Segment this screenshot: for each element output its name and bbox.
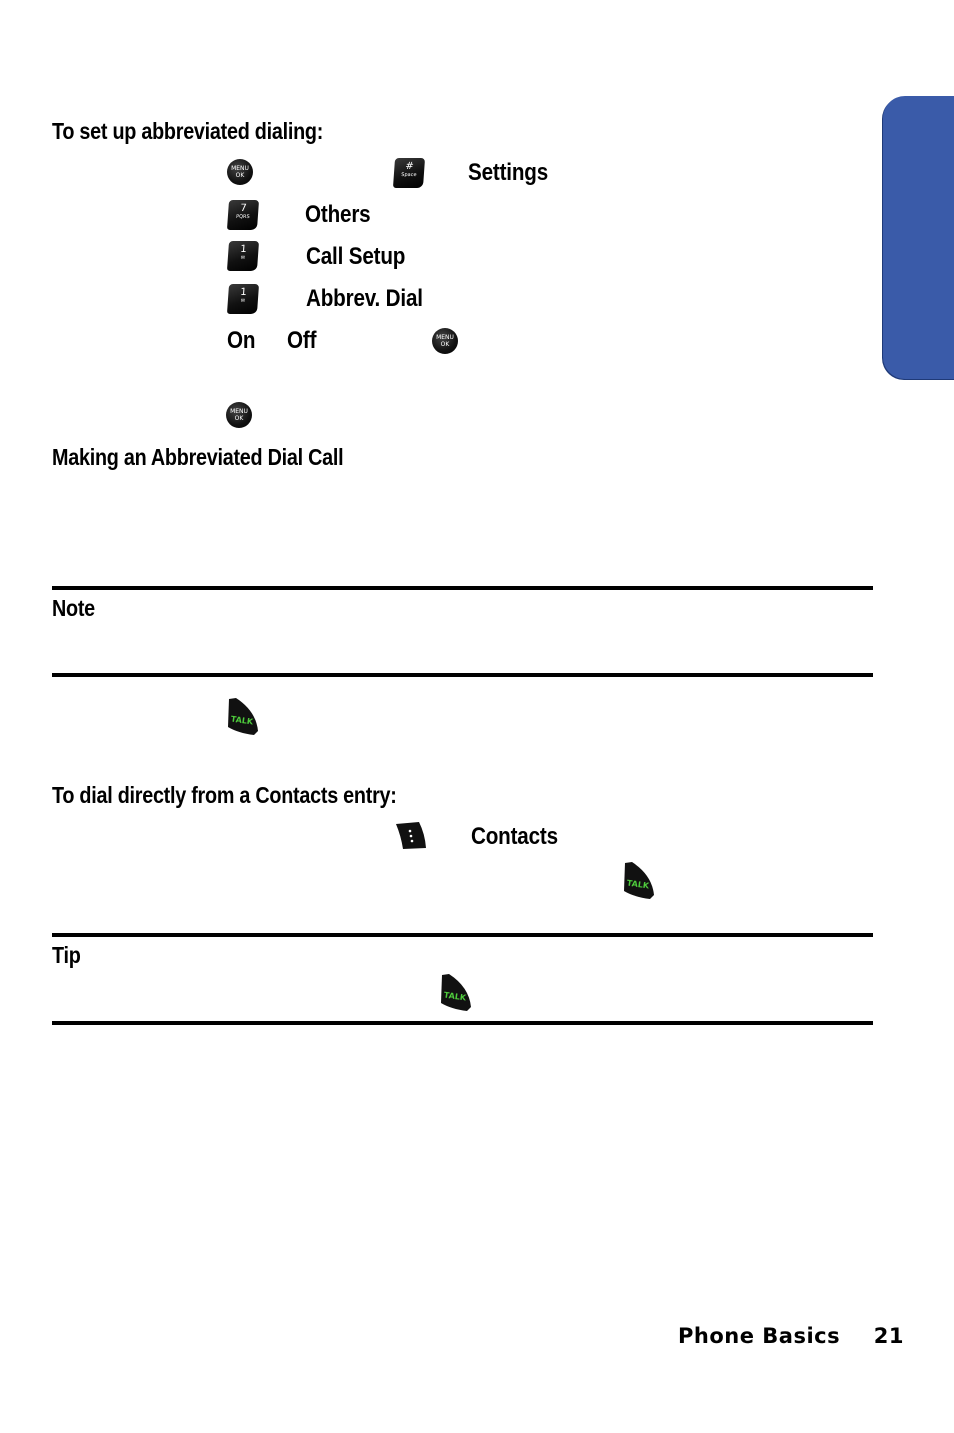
footer <box>678 1324 904 1348</box>
abbrev-dial-menu-label: Abbrev. Dial <box>306 285 423 312</box>
talk-key-icon <box>226 697 260 735</box>
page-number: 21 <box>873 1324 904 1348</box>
tip-top-rule <box>52 933 873 937</box>
svg-text:TALK: TALK <box>230 714 254 727</box>
others-menu-label: Others <box>305 201 371 228</box>
right-softkey-icon <box>395 822 427 850</box>
menu-ok-key-icon: MENU OK <box>227 159 253 185</box>
call-setup-menu-label: Call Setup <box>306 243 406 270</box>
seven-key-icon: 7 PQRS <box>227 200 259 230</box>
heading-setup-abbreviated-dialing: To set up abbreviated dialing: <box>52 118 324 144</box>
one-key-icon: 1 ✉ <box>227 241 259 271</box>
svg-text:TALK: TALK <box>443 990 467 1003</box>
chapter-tab <box>883 96 954 379</box>
note-bottom-rule <box>52 673 873 677</box>
tip-label: Tip <box>52 942 81 968</box>
talk-key-icon <box>439 973 473 1011</box>
talk-key-icon <box>622 861 656 899</box>
pound-key-icon: # Space <box>393 158 425 188</box>
menu-ok-key-icon: MENU OK <box>226 402 252 428</box>
option-off: Off <box>287 327 317 354</box>
heading-dial-from-contacts: To dial directly from a Contacts entry: <box>52 782 397 808</box>
footer-section-title: Phone Basics <box>678 1324 841 1348</box>
one-key-icon: 1 ✉ <box>227 284 259 314</box>
svg-text:TALK: TALK <box>626 878 650 891</box>
tip-bottom-rule <box>52 1021 873 1025</box>
settings-menu-label: Settings <box>468 159 549 186</box>
option-on: On <box>227 327 256 354</box>
contacts-menu-label: Contacts <box>471 823 558 850</box>
menu-ok-key-icon: MENU OK <box>432 328 458 354</box>
heading-making-abbreviated-dial-call: Making an Abbreviated Dial Call <box>52 444 344 470</box>
note-top-rule <box>52 586 873 590</box>
note-label: Note <box>52 595 95 621</box>
